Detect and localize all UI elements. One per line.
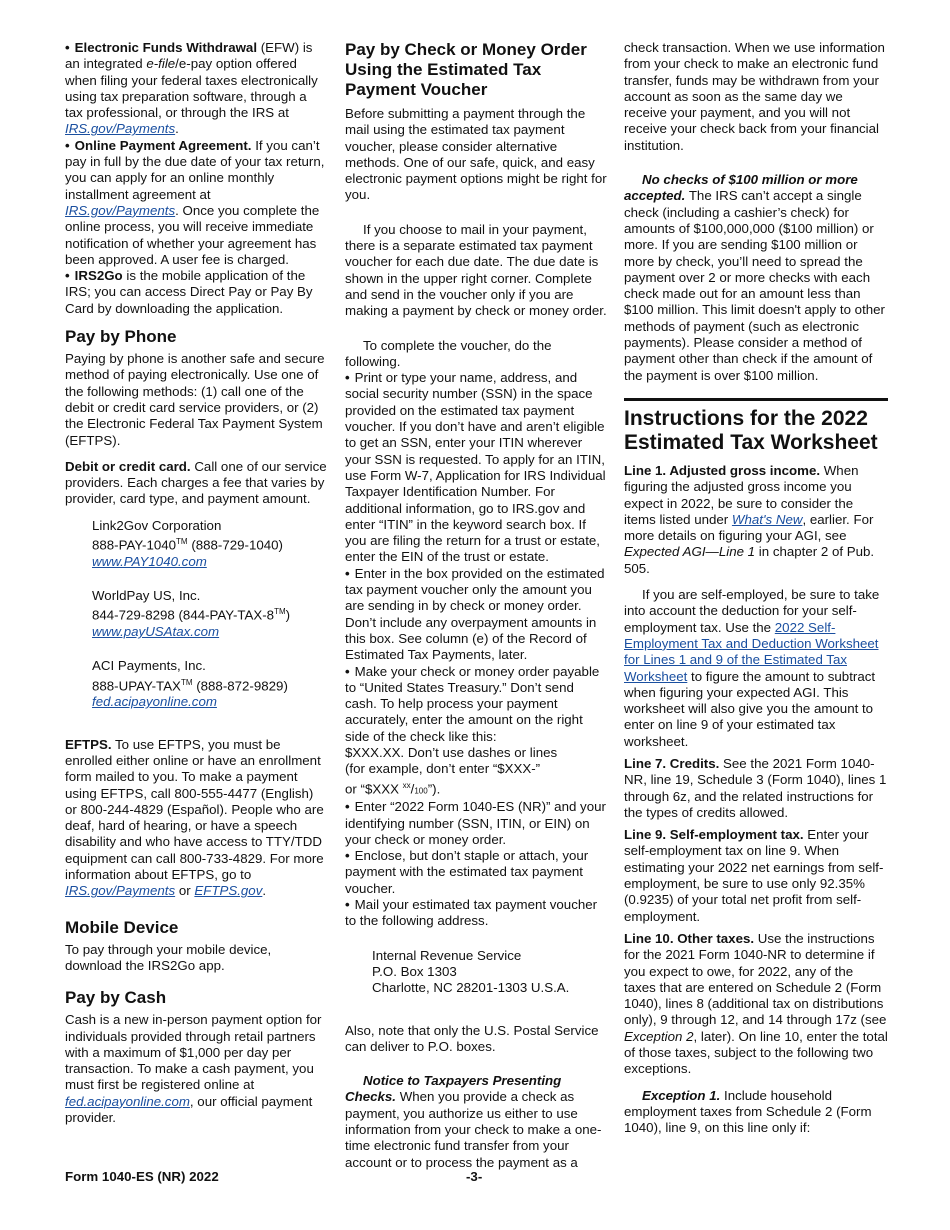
provider-link[interactable]: www.payUSAtax.com [92, 624, 220, 640]
irs2go-paragraph: • IRS2Go is the mobile application of the IRS; you can access Direct Pay or Pay By Card by downloading the application. [65, 268, 327, 317]
efw-paragraph: • Electronic Funds Withdrawal (EFW) is an integrated e-file/e-pay option offered when filing your federal taxes electronically using tax preparation software, through a tax professional, or through the IRS at IRS.gov/Payments. [65, 40, 327, 138]
worksheet-instructions-heading: Instructions for the 2022 Estimated Tax Worksheet [624, 398, 888, 455]
se-worksheet-link[interactable]: 2022 Self-Employment Tax and Deduction Worksheet for Lines 1 and 9 of the Estimated Tax Worksheet [624, 619, 879, 684]
card-paragraph: Debit or credit card. Call one of our service providers. Each charges a fee that varies by provider, card type, and payment amount. [65, 458, 327, 507]
form-footer: Form 1040-ES (NR) 2022 [65, 1169, 219, 1184]
line9-paragraph: Line 9. Self-employment tax. Enter your self-employment tax on line 9. When estimating your 2022 net earnings from self-employment, be sure to use only 92.35% (0.9235) of your total net profit from self-employment. [624, 827, 884, 924]
self-employed-paragraph: If you are self-employed, be sure to take into account the deduction for your self-employment tax. Use the 2022 Self-Employment Tax and Deduction Worksheet for Lines 1 and 9 of the Estimated Tax Worksheet to figure the amount to subtract when figuring your expected AGI. This worksheet will also give you the amount to enter on line 9 of your estimated tax worksheet. [624, 587, 880, 749]
irs-payments-link[interactable]: IRS.gov/Payments [65, 121, 176, 137]
column-right [624, 40, 888, 1137]
exception1-paragraph: Exception 1. Include household employment taxes from Schedule 2 (Form 1040), line 9, on this line only if: [624, 1087, 872, 1136]
line10-paragraph: Line 10. Other taxes. Use the instructions for the 2021 Form 1040-NR to determine if you expect to owe, for 2022, any of the taxes that are entered on Schedule 2 (Form 1040), lines 8 (additional tax on distributions only), 9 through 12, and 14 through 17z (see Exception 2, later). On line 10, enter the total of those taxes, subject to the following two exceptions. [624, 930, 888, 1077]
mobile-device-heading: Mobile Device [65, 917, 179, 937]
whats-new-link[interactable]: What's New [731, 511, 803, 527]
phone-paragraph: Paying by phone is another safe and secure method of paying electronically. Use one of the following methods: (1) call one of the debit or credit card service providers, or (2) the Electronic Federal Tax Payment System (EFTPS). [65, 351, 325, 448]
voucher-step: • Make your check or money order payable to “United States Treasury.” Don’t send cash. To help process your payment accurately, enter the amount on the right side of the check like this: $XXX.XX. Don’t use dashes or lines (for example, don’t enter “$XXX-” or “$XXX $^{xx}$/100”). [345, 664, 607, 800]
postal-note-paragraph: Also, note that only the U.S. Postal Service can deliver to P.O. boxes. [345, 1022, 599, 1054]
irs-payments-link[interactable]: IRS.gov/Payments [65, 883, 176, 899]
page-number: -3- [466, 1169, 483, 1184]
provider-link[interactable]: www.PAY1040.com [92, 553, 207, 569]
voucher-step: • Enter “2022 Form 1040-ES (NR)” and your identifying number (SSN, ITIN, or EIN) on your check or money order. [345, 799, 607, 848]
line1-paragraph: Line 1. Adjusted gross income. When figuring the adjusted gross income you expect in 2022, be sure to consider the items listed under What's New, earlier. For more details on figuring your AGI, see Expected AGI—Line 1 in chapter 2 of Pub. 505. [624, 462, 875, 576]
line7-paragraph: Line 7. Credits. See the 2021 Form 1040-NR, line 19, Schedule 3 (Form 1040), lines 1 through 6z, and the related instructions for the types of credits allowed. [624, 755, 887, 820]
check-transaction-paragraph: check transaction. When we use information from your check to make an electronic fund transfer, funds may be withdrawn from your account as soon as the same day we receive your payment, and you will not receive your check back from your financial institution. [624, 40, 885, 153]
pay-by-cash-heading: Pay by Cash [65, 988, 167, 1008]
cash-paragraph: Cash is a new in-person payment option for individuals provided through retail partners with a maximum of $1,000 per day per transaction. To make a cash payment, you must first be registered online at fed.acipayonline.com, our official payment provider. [65, 1012, 322, 1125]
pay-by-check-heading: Pay by Check or Money Order Using the Estimated Tax Payment Voucher [345, 40, 587, 99]
mobile-paragraph: To pay through your mobile device, download the IRS2Go app. [65, 941, 272, 973]
provider-block: Link2Gov Corporation 888-PAY-1040™ (888-729-1040) www.PAY1040.com [92, 517, 283, 569]
eftps-paragraph: EFTPS. To use EFTPS, you must be enrolled either online or have an enrollment form mailed to you. To make a payment using EFTPS, call 800-555-4477 (English) or 800-244-4829 (Español). People who are deaf, hard of hearing, or have a speech disability and who have access to TTY/TDD equipment can call 800-733-4829. For more information about EFTPS, go to IRS.gov/Payments or EFTPS.gov. [65, 736, 324, 899]
mailing-address: Internal Revenue Service P.O. Box 1303 Charlotte, NC 28201-1303 U.S.A. [372, 947, 570, 996]
voucher-mail-paragraph: If you choose to mail in your payment, there is a separate estimated tax payment voucher for each due date. The due date is shown in the upper right corner. Complete and send in the voucher only if you are making a payment by check or money order. [345, 221, 607, 319]
pay-by-phone-heading: Pay by Phone [65, 327, 177, 347]
provider-link[interactable]: fed.acipayonline.com [92, 694, 217, 710]
no-checks-paragraph: No checks of $100 million or more accepted. The IRS can’t accept a single check (including a cashier’s check) for amounts of $100,000,000 ($100 million) or more. If you are sending $100 million or more by check, you’ll need to spread the payment over 2 or more checks with each check made out for an amount less than $100 million. This limit doesn't apply to other methods of payment (such as electronic payments). Please consider a method of payment other than check if the amount of the payment is over $100 million. [624, 172, 885, 383]
irs-payments-link[interactable]: IRS.gov/Payments [65, 202, 176, 218]
voucher-step: • Enclose, but don’t staple or attach, your payment with the estimated tax payment voucher. [345, 848, 607, 897]
voucher-step: • Mail your estimated tax payment voucher to the following address. [345, 897, 607, 930]
column-middle [345, 40, 607, 1171]
voucher-complete-paragraph: To complete the voucher, do the following. [345, 337, 552, 369]
voucher-step: • Print or type your name, address, and social security number (SSN) in the space provided on the estimated tax payment voucher. If you don’t have and aren’t eligible to get an SSN, enter your ITIN wherever your SSN is requested. To apply for an ITIN, use Form W-7, Application for IRS Individual Taxpayer Identification Number. For additional information, go to IRS.gov and enter “ITIN” in the keyword search box. If you are filing the return for a trust or estate, enter the EIN of the trust or estate. [345, 370, 607, 566]
column-left [65, 40, 327, 1126]
provider-block: WorldPay US, Inc. 844-729-8298 (844-PAY-TAX-8™) www.payUSAtax.com [92, 588, 291, 640]
voucher-step: • Enter in the box provided on the estimated tax payment voucher only the amount you are sending in by check or money order. Don’t include any overpayment amounts in this box. See column (e) of the Record of Estimated Tax Payments, later. [345, 566, 607, 664]
provider-block: ACI Payments, Inc. 888-UPAY-TAX™ (888-872-9829) fed.acipayonline.com [92, 658, 288, 710]
notice-paragraph: Notice to Taxpayers Presenting Checks. When you provide a check as payment, you authorize us either to use information from your check to make a one-time electronic fund transfer from your account or to process the payment as a [345, 1073, 602, 1170]
acipay-link[interactable]: fed.acipayonline.com [65, 1093, 190, 1109]
opa-paragraph: • Online Payment Agreement. If you can’t pay in full by the due date of your tax return, you can apply for an online monthly installment agreement at IRS.gov/Payments. Once you complete the online process, you will receive immediate notification of whether your agreement has been approved. A user fee is charged. [65, 138, 327, 268]
eftps-link[interactable]: EFTPS.gov [194, 883, 263, 899]
voucher-intro-paragraph: Before submitting a payment through the mail using the estimated tax payment voucher, please consider alternative methods. One of our safe, quick, and easy electronic payment options might be right for you. [345, 106, 607, 203]
